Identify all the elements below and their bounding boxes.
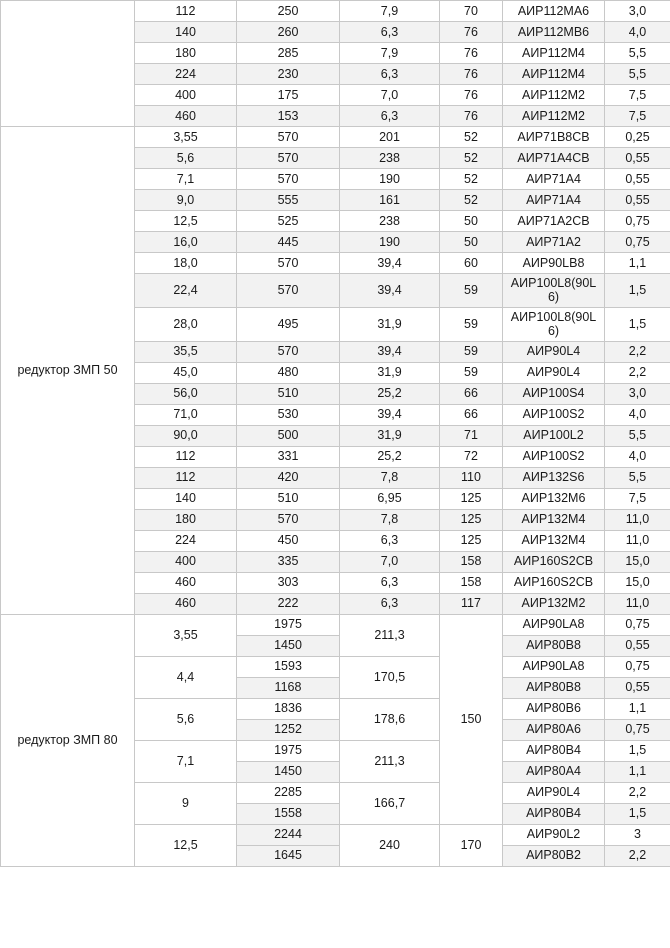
- ratio-cell: 22,4: [135, 274, 237, 308]
- motor-cell: АИР160S2СВ: [503, 551, 605, 572]
- frame-cell: 76: [440, 22, 503, 43]
- torque-cell: 166,7: [340, 782, 440, 824]
- torque-cell: 7,0: [340, 85, 440, 106]
- rpm-cell: 1252: [237, 719, 340, 740]
- ratio-cell: 180: [135, 43, 237, 64]
- motor-cell: АИР112М4: [503, 64, 605, 85]
- power-cell: 7,5: [605, 488, 670, 509]
- ratio-cell: 5,6: [135, 698, 237, 740]
- power-cell: 7,5: [605, 106, 670, 127]
- motor-cell: АИР112МВ6: [503, 22, 605, 43]
- ratio-cell: 112: [135, 1, 237, 22]
- ratio-cell: 180: [135, 509, 237, 530]
- power-cell: 7,5: [605, 85, 670, 106]
- torque-cell: 190: [340, 232, 440, 253]
- rpm-cell: 570: [237, 509, 340, 530]
- power-cell: 1,5: [605, 307, 670, 341]
- rpm-cell: 1593: [237, 656, 340, 677]
- rpm-cell: 1975: [237, 614, 340, 635]
- motor-cell: АИР71А2: [503, 232, 605, 253]
- torque-cell: 39,4: [340, 404, 440, 425]
- motor-cell: АИР80В8: [503, 677, 605, 698]
- motor-cell: АИР71А4: [503, 190, 605, 211]
- power-cell: 11,0: [605, 530, 670, 551]
- ratio-cell: 400: [135, 551, 237, 572]
- power-cell: 11,0: [605, 509, 670, 530]
- ratio-cell: 7,1: [135, 169, 237, 190]
- torque-cell: 39,4: [340, 274, 440, 308]
- frame-cell: 52: [440, 169, 503, 190]
- torque-cell: 238: [340, 211, 440, 232]
- power-cell: 1,1: [605, 761, 670, 782]
- frame-cell: 76: [440, 43, 503, 64]
- motor-cell: АИР90L2: [503, 824, 605, 845]
- motor-cell: АИР132М6: [503, 488, 605, 509]
- rpm-cell: 510: [237, 488, 340, 509]
- motor-cell: АИР100L8(90L6): [503, 274, 605, 308]
- frame-cell: 59: [440, 307, 503, 341]
- frame-cell: 117: [440, 593, 503, 614]
- motor-cell: АИР80В8: [503, 635, 605, 656]
- ratio-cell: 224: [135, 530, 237, 551]
- frame-cell: 71: [440, 425, 503, 446]
- ratio-cell: 460: [135, 593, 237, 614]
- torque-cell: 6,3: [340, 530, 440, 551]
- rpm-cell: 175: [237, 85, 340, 106]
- torque-cell: 170,5: [340, 656, 440, 698]
- power-cell: 1,5: [605, 274, 670, 308]
- motor-cell: АИР90L4: [503, 341, 605, 362]
- table-row: [1, 1, 670, 22]
- rpm-cell: 335: [237, 551, 340, 572]
- power-cell: 3: [605, 824, 670, 845]
- ratio-cell: 45,0: [135, 362, 237, 383]
- frame-cell: 125: [440, 530, 503, 551]
- rpm-cell: 500: [237, 425, 340, 446]
- ratio-cell: 460: [135, 572, 237, 593]
- motor-cell: АИР71В8СВ: [503, 127, 605, 148]
- motor-cell: АИР90L4: [503, 362, 605, 383]
- rpm-cell: 250: [237, 1, 340, 22]
- reducer-name-cell: редуктор ЗМП 50: [1, 127, 135, 615]
- power-cell: 0,75: [605, 719, 670, 740]
- ratio-cell: 35,5: [135, 341, 237, 362]
- reducer-name-cell: [1, 1, 135, 127]
- motor-cell: АИР71А4СВ: [503, 148, 605, 169]
- frame-cell: 52: [440, 148, 503, 169]
- torque-cell: 190: [340, 169, 440, 190]
- rpm-cell: 331: [237, 446, 340, 467]
- frame-cell: 59: [440, 362, 503, 383]
- frame-cell: 59: [440, 341, 503, 362]
- ratio-cell: 3,55: [135, 127, 237, 148]
- ratio-cell: 112: [135, 446, 237, 467]
- torque-cell: 6,3: [340, 106, 440, 127]
- power-cell: 15,0: [605, 572, 670, 593]
- power-cell: 3,0: [605, 383, 670, 404]
- frame-cell: 59: [440, 274, 503, 308]
- motor-cell: АИР100S2: [503, 404, 605, 425]
- rpm-cell: 570: [237, 253, 340, 274]
- rpm-cell: 285: [237, 43, 340, 64]
- frame-cell: 125: [440, 509, 503, 530]
- motor-cell: АИР80В4: [503, 740, 605, 761]
- torque-cell: 211,3: [340, 740, 440, 782]
- ratio-cell: 460: [135, 106, 237, 127]
- power-cell: 1,5: [605, 740, 670, 761]
- motor-cell: АИР90L4: [503, 782, 605, 803]
- power-cell: 15,0: [605, 551, 670, 572]
- rpm-cell: 570: [237, 127, 340, 148]
- torque-cell: 7,0: [340, 551, 440, 572]
- motor-cell: АИР100S2: [503, 446, 605, 467]
- frame-cell: 70: [440, 1, 503, 22]
- motor-cell: АИР80В6: [503, 698, 605, 719]
- frame-cell: 125: [440, 488, 503, 509]
- ratio-cell: 12,5: [135, 824, 237, 866]
- frame-cell: 60: [440, 253, 503, 274]
- motor-cell: АИР112МА6: [503, 1, 605, 22]
- motor-cell: АИР71А4: [503, 169, 605, 190]
- rpm-cell: 1645: [237, 845, 340, 866]
- rpm-cell: 420: [237, 467, 340, 488]
- motor-cell: АИР132S6: [503, 467, 605, 488]
- power-cell: 2,2: [605, 341, 670, 362]
- motor-cell: АИР112М2: [503, 106, 605, 127]
- power-cell: 0,75: [605, 656, 670, 677]
- rpm-cell: 153: [237, 106, 340, 127]
- ratio-cell: 18,0: [135, 253, 237, 274]
- power-cell: 0,75: [605, 211, 670, 232]
- frame-cell: 66: [440, 404, 503, 425]
- motor-cell: АИР90LА8: [503, 614, 605, 635]
- rpm-cell: 570: [237, 274, 340, 308]
- motor-cell: АИР100L2: [503, 425, 605, 446]
- rpm-cell: 525: [237, 211, 340, 232]
- power-cell: 0,75: [605, 232, 670, 253]
- torque-cell: 178,6: [340, 698, 440, 740]
- motor-cell: АИР80А4: [503, 761, 605, 782]
- rpm-cell: 2244: [237, 824, 340, 845]
- rpm-cell: 570: [237, 341, 340, 362]
- rpm-cell: 1450: [237, 635, 340, 656]
- motor-cell: АИР100L8(90L6): [503, 307, 605, 341]
- power-cell: 2,2: [605, 782, 670, 803]
- frame-cell: 110: [440, 467, 503, 488]
- power-cell: 4,0: [605, 404, 670, 425]
- frame-cell: 158: [440, 551, 503, 572]
- power-cell: 11,0: [605, 593, 670, 614]
- frame-cell: 72: [440, 446, 503, 467]
- rpm-cell: 1450: [237, 761, 340, 782]
- ratio-cell: 224: [135, 64, 237, 85]
- torque-cell: 25,2: [340, 446, 440, 467]
- torque-cell: 161: [340, 190, 440, 211]
- power-cell: 0,55: [605, 148, 670, 169]
- power-cell: 0,25: [605, 127, 670, 148]
- power-cell: 0,55: [605, 190, 670, 211]
- rpm-cell: 1836: [237, 698, 340, 719]
- rpm-cell: 260: [237, 22, 340, 43]
- frame-cell: 76: [440, 64, 503, 85]
- ratio-cell: 5,6: [135, 148, 237, 169]
- frame-cell: 50: [440, 232, 503, 253]
- ratio-cell: 112: [135, 467, 237, 488]
- motor-cell: АИР71А2СВ: [503, 211, 605, 232]
- power-cell: 5,5: [605, 467, 670, 488]
- torque-cell: 7,9: [340, 43, 440, 64]
- rpm-cell: 2285: [237, 782, 340, 803]
- power-cell: 1,5: [605, 803, 670, 824]
- motor-cell: АИР132М4: [503, 530, 605, 551]
- torque-cell: 7,8: [340, 509, 440, 530]
- torque-cell: 7,9: [340, 1, 440, 22]
- torque-cell: 201: [340, 127, 440, 148]
- power-cell: 4,0: [605, 22, 670, 43]
- motor-cell: АИР132М2: [503, 593, 605, 614]
- ratio-cell: 400: [135, 85, 237, 106]
- ratio-cell: 9: [135, 782, 237, 824]
- frame-cell: 66: [440, 383, 503, 404]
- reducer-name-cell: редуктор ЗМП 80: [1, 614, 135, 866]
- rpm-cell: 1975: [237, 740, 340, 761]
- motor-cell: АИР112М2: [503, 85, 605, 106]
- torque-cell: 31,9: [340, 425, 440, 446]
- torque-cell: 7,8: [340, 467, 440, 488]
- torque-cell: 25,2: [340, 383, 440, 404]
- frame-cell: 158: [440, 572, 503, 593]
- frame-cell: 76: [440, 85, 503, 106]
- ratio-cell: 56,0: [135, 383, 237, 404]
- frame-cell: 170: [440, 824, 503, 866]
- frame-cell: 76: [440, 106, 503, 127]
- power-cell: 2,2: [605, 362, 670, 383]
- rpm-cell: 480: [237, 362, 340, 383]
- rpm-cell: 570: [237, 148, 340, 169]
- rpm-cell: 230: [237, 64, 340, 85]
- motor-cell: АИР80В4: [503, 803, 605, 824]
- torque-cell: 6,3: [340, 593, 440, 614]
- ratio-cell: 140: [135, 22, 237, 43]
- torque-cell: 31,9: [340, 307, 440, 341]
- rpm-cell: 450: [237, 530, 340, 551]
- frame-cell: 50: [440, 211, 503, 232]
- ratio-cell: 3,55: [135, 614, 237, 656]
- rpm-cell: 1168: [237, 677, 340, 698]
- power-cell: 5,5: [605, 43, 670, 64]
- ratio-cell: 7,1: [135, 740, 237, 782]
- rpm-cell: 303: [237, 572, 340, 593]
- rpm-cell: 1558: [237, 803, 340, 824]
- ratio-cell: 16,0: [135, 232, 237, 253]
- ratio-cell: 12,5: [135, 211, 237, 232]
- ratio-cell: 4,4: [135, 656, 237, 698]
- rpm-cell: 530: [237, 404, 340, 425]
- torque-cell: 6,3: [340, 22, 440, 43]
- torque-cell: 6,3: [340, 64, 440, 85]
- table-row: [1, 614, 670, 635]
- rpm-cell: 570: [237, 169, 340, 190]
- torque-cell: 211,3: [340, 614, 440, 656]
- motor-cell: АИР90LА8: [503, 656, 605, 677]
- motor-cell: АИР90LВ8: [503, 253, 605, 274]
- torque-cell: 240: [340, 824, 440, 866]
- power-cell: 3,0: [605, 1, 670, 22]
- frame-cell: 150: [440, 614, 503, 824]
- power-cell: 0,55: [605, 635, 670, 656]
- rpm-cell: 222: [237, 593, 340, 614]
- torque-cell: 39,4: [340, 341, 440, 362]
- frame-cell: 52: [440, 127, 503, 148]
- motor-cell: АИР80В2: [503, 845, 605, 866]
- rpm-cell: 445: [237, 232, 340, 253]
- motor-cell: АИР112М4: [503, 43, 605, 64]
- power-cell: 4,0: [605, 446, 670, 467]
- table-row: [1, 127, 670, 148]
- ratio-cell: 71,0: [135, 404, 237, 425]
- ratio-cell: 9,0: [135, 190, 237, 211]
- power-cell: 1,1: [605, 698, 670, 719]
- ratio-cell: 28,0: [135, 307, 237, 341]
- torque-cell: 39,4: [340, 253, 440, 274]
- power-cell: 5,5: [605, 425, 670, 446]
- rpm-cell: 555: [237, 190, 340, 211]
- motor-cell: АИР100S4: [503, 383, 605, 404]
- frame-cell: 52: [440, 190, 503, 211]
- torque-cell: 6,95: [340, 488, 440, 509]
- motor-cell: АИР80А6: [503, 719, 605, 740]
- power-cell: 2,2: [605, 845, 670, 866]
- power-cell: 5,5: [605, 64, 670, 85]
- table-body: [1, 1, 670, 867]
- motor-cell: АИР132М4: [503, 509, 605, 530]
- torque-cell: 31,9: [340, 362, 440, 383]
- motor-cell: АИР160S2СВ: [503, 572, 605, 593]
- ratio-cell: 140: [135, 488, 237, 509]
- power-cell: 1,1: [605, 253, 670, 274]
- power-cell: 0,55: [605, 677, 670, 698]
- rpm-cell: 495: [237, 307, 340, 341]
- power-cell: 0,55: [605, 169, 670, 190]
- rpm-cell: 510: [237, 383, 340, 404]
- torque-cell: 238: [340, 148, 440, 169]
- power-cell: 0,75: [605, 614, 670, 635]
- ratio-cell: 90,0: [135, 425, 237, 446]
- torque-cell: 6,3: [340, 572, 440, 593]
